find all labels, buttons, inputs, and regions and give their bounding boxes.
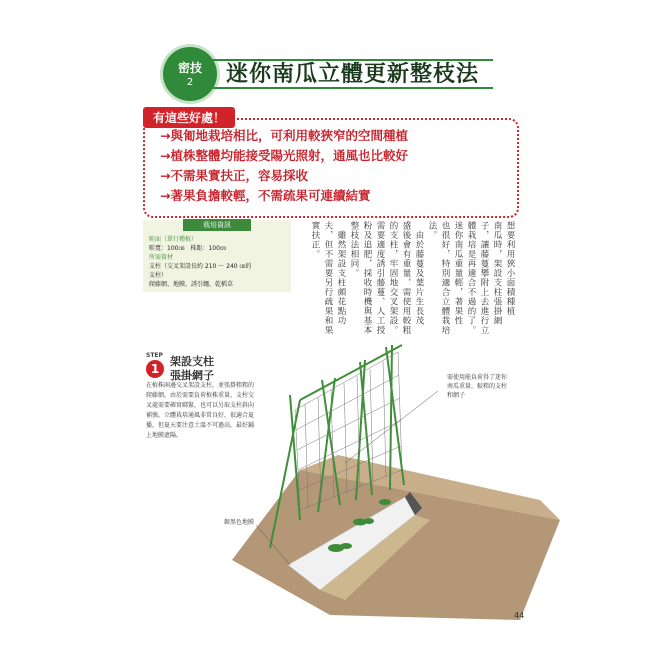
- caption-line: 需使用能負荷得了迷你: [447, 374, 508, 381]
- step-description-line: 播，但夏天要注意土溫不可過高，最好鋪: [146, 422, 255, 429]
- intro-column: 迷你南瓜重量輕，著果性: [453, 221, 463, 326]
- step-description-line: 上地膜遮陽。: [146, 432, 183, 439]
- intro-column: 也很好，特別適合立體栽培: [440, 221, 450, 335]
- intro-column: 雖然架設支柱頗花點功: [336, 221, 346, 326]
- page-title: 迷你南瓜立體更新整枝法: [226, 62, 480, 87]
- step-description-line: 叉處需要確實綁緊，也可以另取支柱斜向: [146, 402, 255, 409]
- intro-column: 粉及追肥，採收時機與基本: [362, 221, 372, 335]
- support-caption: [447, 373, 507, 400]
- intro-column: 由於藤蔓及葉片生長茂: [414, 221, 424, 326]
- intro-column: 法。: [427, 221, 437, 240]
- step-title: 架設支柱: [170, 355, 214, 368]
- step-label: STEP: [146, 352, 163, 359]
- benefit-item: →與匍地栽培相比，可利用較狹窄的空間種植: [160, 128, 408, 143]
- info-materials-line: 爬藤網、地膜、誘引繩、乾稻草: [149, 281, 234, 288]
- caption-line: 南瓜重量，較粗的支柱: [447, 383, 508, 390]
- intro-column: 整枝法相同。: [349, 221, 359, 278]
- benefit-item: →著果負擔較輕，不需疏果可連續結實: [160, 188, 371, 203]
- intro-column: 想要利用狹小面積種植: [505, 221, 515, 316]
- intro-column: 子，讓藤蔓攀附上去進行立: [479, 221, 489, 335]
- step-description-line: 在植株兩邊交叉架設支柱，並張掛粗粗的: [146, 382, 255, 389]
- step-description-line: 補強。立體栽培通風非常良好，很適合夏: [146, 412, 255, 419]
- page-number: 44: [514, 611, 525, 620]
- intro-column: 的支柱，牢固地交叉架設。: [388, 221, 398, 335]
- mulch-caption: 銀黑色地膜: [224, 519, 255, 526]
- benefits-tag: 有這些好處！: [143, 107, 235, 128]
- step-description-line: 爬藤網。由於需要負荷植株重量，支柱交: [146, 392, 255, 399]
- intro-column: 盛後會有重量，需使用較粗: [401, 221, 411, 335]
- intro-column: 夫，但不需要另行疏果和果: [323, 221, 333, 335]
- step-description: [146, 381, 272, 441]
- info-materials-label: 所需資材: [149, 254, 174, 261]
- intro-column: 體栽培是再適合不過的了。: [466, 221, 476, 335]
- caption-line: 和網子: [447, 392, 466, 399]
- benefit-item: →不需果實扶正，容易採收: [160, 168, 308, 183]
- step-number: 1: [146, 360, 164, 378]
- info-materials-line: 支柱）: [149, 272, 168, 279]
- intro-column: 實扶正。: [310, 221, 320, 259]
- intro-column: 需要適度誘引藤蔓、人工授: [375, 221, 385, 335]
- badge-number: 2: [186, 77, 194, 88]
- info-materials-line: 支柱（交叉架設長約 210 ～ 240 ㎝的: [149, 263, 252, 270]
- step-title: 張掛網子: [170, 369, 214, 382]
- info-heading: 栽培資訊: [183, 219, 251, 231]
- benefit-item: →植株整體均能接受陽光照射，通風也比較好: [160, 148, 408, 163]
- info-spacing-label: 畦面（單行種植）: [149, 236, 198, 243]
- intro-column: 南瓜時，架設支柱張掛網: [492, 221, 502, 326]
- badge-label: 密技: [177, 61, 202, 75]
- info-spacing-value: 畦寬：100㎝ 株距：100㎝: [149, 245, 226, 252]
